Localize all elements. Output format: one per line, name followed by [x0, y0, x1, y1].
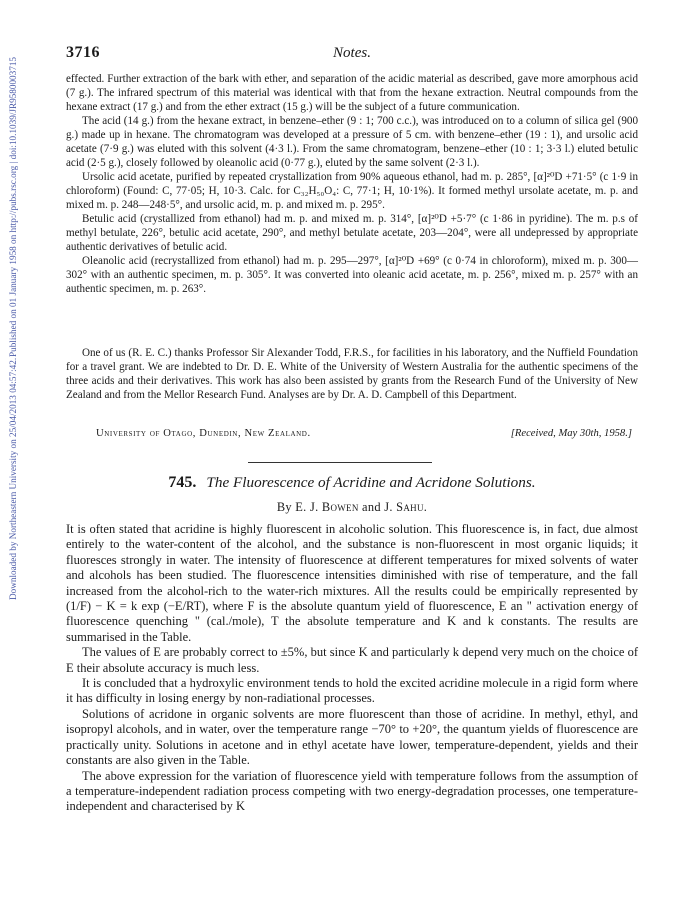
paragraph: Betulic acid (crystallized from ethanol) had m. p. and mixed m. p. 314°, [α]²⁰D +5·7° (c 1·86 in pyridine). The m. p.s of methyl betulate, 226°, betulic acid acetate, 290°, and methyl betulate acetate, 203—204°, were all undepressed by appropriate authentic derivatives of betulic acid. — [66, 213, 638, 253]
watermark-download-line: Downloaded by Northeastern University on 25/04/2013 04:57:42. — [8, 357, 18, 600]
paragraph: It is concluded that a hydroxylic environment tends to hold the excited acridine molecule in a rigid form where it has difficulty in losing energy by non-radiational processes. — [66, 676, 638, 706]
affiliation: University of Otago, Dunedin, New Zealand. — [96, 428, 311, 439]
received-date: [Received, May 30th, 1958.] — [510, 428, 632, 439]
author-name: E. J. Bowen — [295, 500, 359, 514]
page-header — [66, 44, 638, 68]
article-heading: The Fluorescence of Acridine and Acridone Solutions. — [206, 474, 536, 491]
paragraph: Ursolic acid acetate, purified by repeated crystallization from 90% aqueous ethanol, had m. p. 285°, [α]²⁰D +71·5° (c 1·9 in chloroform) (Found: C, 77·05; H, 10·3. Calc. for C₃₂H₅₀O₄: C, 77·1; H, 10·1%). It formed methyl ursolate acetate, m. p. and mixed m. p. 248—248·5°, and ursolic acid, m. p. and mixed m. p. 295°. — [66, 171, 638, 211]
watermark-published-line: Published on 01 January 1958 on http://pubs.rsc.org | doi:10.1039/JR9580003715 — [8, 56, 18, 357]
paragraph: Oleanolic acid (recrystallized from ethanol) had m. p. 295—297°, [α]²⁰D +69° (c 0·74 in chloroform), mixed m. p. 300—302° with an authentic specimen, m. p. 305°. It was converted into oleanic acid acetate, m. p. 256°, mixed m. p. 257° with an authentic specimen, m. p. 263°. — [66, 255, 638, 295]
download-watermark — [6, 56, 38, 600]
page-number: 3716 — [66, 44, 100, 61]
previous-note-body — [66, 72, 638, 296]
affiliation-row — [66, 428, 638, 444]
paragraph: The above expression for the variation of fluorescence yield with temperature follows from the assumption of a temperature-independent radiation process competing with two energy-degradation processes, one temperature-independent and characterised by K — [66, 768, 638, 814]
byline-by: By — [276, 500, 292, 514]
paragraph: The values of E are probably correct to ±5%, but since K and particularly k depend very much on the choice of E their absolute accuracy is much less. — [66, 645, 638, 675]
paragraph: Solutions of acridone in organic solvents are more fluorescent than those of acridine. In methyl, ethyl, and isopropyl alcohols, and in water, over the temperature range −70° to +20°, the quantum yields of fluorescence are practically unity. Solutions in acetone and in ethyl acetate have lower, temperature-dependent, yields and their constants are also given in the Table. — [66, 706, 638, 768]
acknowledgement — [66, 346, 638, 402]
paragraph: It is often stated that acridine is highly fluorescent in alcoholic solution. This fluorescence is, in fact, due almost entirely to the water-content of the alcohol, and the substance is non-fluorescent in most organic liquids; it fluoresces strongly in water. The intensity of fluorescence at different temperatures for mixed solvents of water and alcohols has been studied. The fluorescence intensities diminished with rise of temperature, and the fall increased from the alcohol-rich to the water-rich mixtures. All the results could be empirically represented by (1/F) − K = k exp (−E/RT), where F is the absolute quantum yield of fluorescence, E an " activation energy of fluorescence quenching " (cal./mole), T the absolute temperature and K and k constants. The results are summarised in the Table. — [66, 522, 638, 644]
byline — [66, 500, 638, 515]
paragraph: effected. Further extraction of the bark with ether, and separation of the acidic material as described, gave more amorphous acid (7 g.). The infrared spectrum of this material was identical with that from the hexane extraction. Neutral compounds from the hexane extract (17 g.) and from the ether extract (15 g.) will be the subject of a future communication. — [66, 73, 638, 113]
paragraph: The acid (14 g.) from the hexane extract, in benzene–ether (9 : 1; 700 c.c.), was introduced on to a column of silica gel (900 g.) made up in hexane. The chromatogram was developed at a pressure of 5 cm. with benzene–ether (19 : 1), and ursolic acid acetate (7·9 g.) was eluted with this solvent (4·3 l.). From the same chromatogram, benzene–ether (10 : 1; 3·3 l.) eluted betulic acid (2·5 g.), closely followed by oleanolic acid (0·77 g.), eluted by the same solvent (2·3 l.). — [66, 115, 638, 169]
byline-and: and — [362, 500, 381, 514]
article-title — [66, 474, 638, 492]
acknowledgement-text: One of us (R. E. C.) thanks Professor Sir Alexander Todd, F.R.S., for facilities in his laboratory, and the Nuffield Foundation for a travel grant. We are indebted to Dr. D. E. White of the University of Western Australia for the authentic specimens of the three acids and their derivatives. This work has also been assisted by grants from the Research Fund of the University of New Zealand and from the Mellor Research Fund. Analyses are by Dr. A. D. Campbell of this Department. — [66, 347, 638, 401]
article-body — [66, 522, 638, 815]
author-name: J. Sahu. — [384, 500, 428, 514]
running-head: Notes. — [333, 45, 371, 61]
article-number: 745. — [168, 474, 197, 491]
section-divider — [248, 462, 432, 463]
